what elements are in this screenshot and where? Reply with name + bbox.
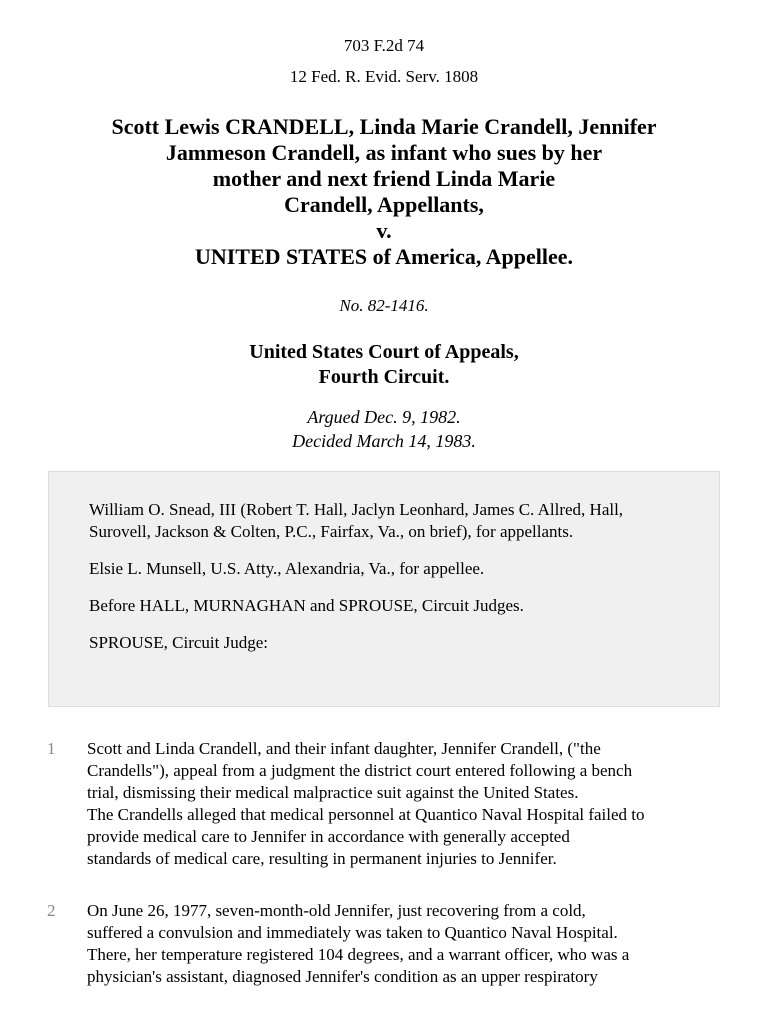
court-name-line: United States Court of Appeals, xyxy=(249,341,519,363)
counsel-appellee: Elsie L. Munsell, U.S. Atty., Alexandria, Va., for appellee. xyxy=(89,559,485,578)
caption-line: UNITED STATES of America, Appellee. xyxy=(194,244,574,269)
argued-date: Argued Dec. 9, 1982. xyxy=(307,407,461,427)
counsel-box xyxy=(48,471,720,707)
paragraph-line: Crandells"), appeal from a judgment the district court entered following a bench xyxy=(87,761,633,780)
decided-date: Decided March 14, 1983. xyxy=(292,431,476,451)
paragraph-line: provide medical care to Jennifer in accordance with generally accepted xyxy=(87,827,570,846)
paragraph-number: 2 xyxy=(47,901,56,920)
paragraph-line: standards of medical care, resulting in permanent injuries to Jennifer. xyxy=(87,849,557,868)
caption-line: mother and next friend Linda Marie xyxy=(212,166,556,191)
court-name xyxy=(0,340,768,390)
caption-line: Scott Lewis CRANDELL, Linda Marie Crandell, Jennifer xyxy=(111,114,657,139)
paragraph-line: On June 26, 1977, seven-month-old Jennifer, just recovering from a cold, xyxy=(87,901,586,920)
paragraph-line: suffered a convulsion and immediately was taken to Quantico Naval Hospital. xyxy=(87,923,618,942)
paragraph-line: physician's assistant, diagnosed Jennifer's condition as an upper respiratory xyxy=(87,967,598,986)
caption-line: Crandell, Appellants, xyxy=(284,192,484,217)
paragraph-line: The Crandells alleged that medical personnel at Quantico Naval Hospital failed to xyxy=(87,805,645,824)
decision-dates xyxy=(0,405,768,453)
paragraph-number: 1 xyxy=(47,739,56,758)
court-circuit-line: Fourth Circuit. xyxy=(318,366,450,388)
opinion-author: SPROUSE, Circuit Judge: xyxy=(89,633,268,652)
counsel-appellants: William O. Snead, III (Robert T. Hall, Jaclyn Leonhard, James C. Allred, Hall, Surovell, Jackson & Colten, P.C., Fairfax, Va., on brief), for appellants. xyxy=(89,500,624,541)
docket-number: No. 82-1416. xyxy=(339,296,429,315)
reporter-citation: 703 F.2d 74 xyxy=(343,36,425,55)
panel-judges: Before HALL, MURNAGHAN and SPROUSE, Circuit Judges. xyxy=(89,596,524,615)
paragraph-text xyxy=(87,900,727,988)
caption-line: Jammeson Crandell, as infant who sues by her xyxy=(165,140,603,165)
paragraph-line: trial, dismissing their medical malpractice suit against the United States. xyxy=(87,783,579,802)
paragraph-text xyxy=(87,738,727,870)
paragraph-line: Scott and Linda Crandell, and their infant daughter, Jennifer Crandell, ("the xyxy=(87,739,601,758)
caption-line: v. xyxy=(376,218,392,243)
evidence-citation: 12 Fed. R. Evid. Serv. 1808 xyxy=(289,67,479,86)
paragraph-line: There, her temperature registered 104 degrees, and a warrant officer, who was a xyxy=(87,945,630,964)
case-caption xyxy=(40,114,728,270)
